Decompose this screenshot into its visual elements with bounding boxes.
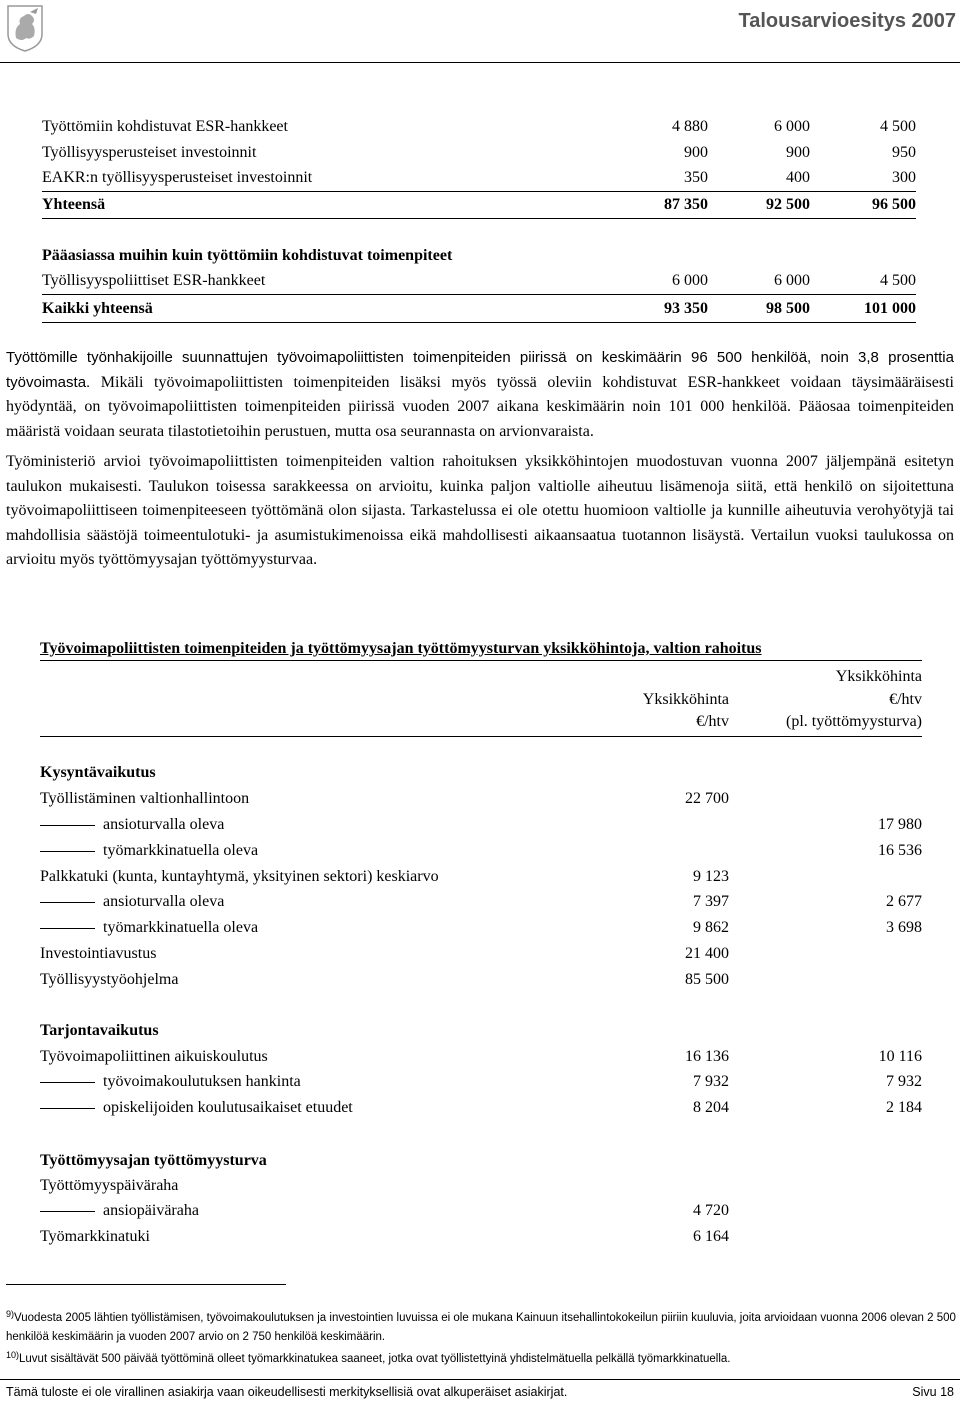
footer-divider: [0, 1379, 960, 1380]
unit-cost-value: 4 720: [693, 1202, 729, 1219]
value-2005: 6 000: [672, 272, 708, 289]
header-divider: [0, 62, 960, 63]
row-label: ansiopäiväraha: [40, 1200, 199, 1222]
paragraph-lead: Työttömille työnhakijoille suunnattujen työvoimapoliittisten toimenpiteiden piirissä on keskimäärin 96 500 henkilöä, noin 3,8 prosenttia työvoimasta.: [6, 349, 954, 391]
table-row: [40, 1200, 922, 1224]
table-row-grand-total: [42, 298, 916, 323]
col1-header-line2: €/htv: [696, 713, 729, 730]
value-2007: 300: [892, 169, 916, 186]
unit-cost-value: 16 136: [685, 1048, 729, 1065]
table-row: [40, 788, 922, 812]
table-row: [40, 943, 922, 967]
value-2007: 950: [892, 144, 916, 161]
table-row: [42, 270, 916, 295]
table-row: [40, 1071, 922, 1095]
row-label: Työllisyystyöohjelma: [40, 971, 179, 988]
row-label: Työttömyysajan työttömyysturva: [40, 1152, 267, 1169]
row-label: Investointiavustus: [40, 945, 157, 962]
row-label: EAKR:n työllisyysperusteiset investoinnit: [42, 169, 313, 186]
col1-header-line1: Yksikköhinta: [642, 691, 729, 708]
row-label: Työllisyyspoliittiset ESR-hankkeet: [42, 272, 266, 289]
unit-cost-excl-value: 3 698: [886, 919, 922, 936]
subheading-label: Pääasiassa muihin kuin työttömiin kohdistuvat toimenpiteet: [42, 247, 453, 264]
table-row: [42, 116, 916, 140]
table-row: [40, 814, 922, 838]
row-label: Palkkatuki (kunta, kuntayhtymä, yksityinen sektori) keskiarvo: [40, 868, 439, 885]
value-2007: 4 500: [880, 118, 916, 135]
footnote-text: Luvut sisältävät 500 päivää työttöminä olleet työmarkkinatukea saaneet, jotka ovat työllistettyinä yhdistelmätuella pelkällä työmarkkinatuella.: [19, 1353, 731, 1365]
row-label: Kaikki yhteensä: [42, 300, 153, 317]
table-row: [40, 891, 922, 915]
unit-cost-value: 9 123: [693, 868, 729, 885]
table-row: [40, 840, 922, 864]
table-row: [40, 1097, 922, 1121]
table-section-heading: [40, 1150, 922, 1174]
value-2006: 900: [786, 144, 810, 161]
unit-cost-excl-value: 2 184: [886, 1099, 922, 1116]
footnote-mark: 10): [6, 1350, 20, 1360]
row-label: Työllisyysperusteiset investoinnit: [42, 144, 257, 161]
unit-cost-value: 21 400: [685, 945, 729, 962]
document-title: Talousarvioesitys 2007: [738, 10, 956, 32]
unit-cost-excl-value: 16 536: [878, 842, 922, 859]
footnote-mark: 9): [6, 1309, 15, 1319]
lion-coat-of-arms-icon: [6, 4, 44, 52]
col2-header-line3: (pl. työttömyysturva): [786, 713, 922, 730]
value-2007: 4 500: [880, 272, 916, 289]
row-label: Työllistäminen valtionhallintoon: [40, 790, 250, 807]
value-2005: 900: [684, 144, 708, 161]
unit-cost-value: 9 862: [693, 919, 729, 936]
unit-cost-value: 22 700: [685, 790, 729, 807]
footnote-divider: [6, 1284, 286, 1285]
table-row: [40, 866, 922, 890]
table-row: [40, 1175, 922, 1199]
table-subheading: [42, 245, 916, 269]
table-title: Työvoimapoliittisten toimenpiteiden ja työttömyysajan työttömyysturvan yksikköhintoja, valtion rahoitus: [40, 640, 762, 657]
row-label: Työttömiin kohdistuvat ESR-hankkeet: [42, 118, 288, 135]
value-2005: 350: [684, 169, 708, 186]
paragraph: [6, 346, 954, 444]
row-label: opiskelijoiden koulutusaikaiset etuudet: [40, 1097, 353, 1119]
row-label: ansioturvalla oleva: [40, 891, 224, 913]
footer-disclaimer: Tämä tuloste ei ole virallinen asiakirja vaan oikeudellisesti merkityksellisiä ovat alkuperäiset asiakirjat.: [6, 1385, 568, 1399]
row-label: Työttömyyspäiväraha: [40, 1177, 179, 1194]
table-section-heading: [40, 762, 922, 786]
unit-cost-excl-value: 17 980: [878, 816, 922, 833]
value-2005: 4 880: [672, 118, 708, 135]
col2-header-line1: Yksikköhinta: [835, 668, 922, 685]
value-2006: 400: [786, 169, 810, 186]
value-2005: 87 350: [664, 196, 708, 213]
value-2007: 96 500: [872, 196, 916, 213]
row-label: Työmarkkinatuki: [40, 1228, 150, 1245]
table-row: [40, 1046, 922, 1070]
value-2006: 6 000: [774, 272, 810, 289]
value-2007: 101 000: [864, 300, 916, 317]
unit-cost-excl-value: 10 116: [878, 1048, 922, 1065]
table-row-total: [42, 194, 916, 219]
table-row: [42, 167, 916, 192]
unit-cost-value: 6 164: [693, 1228, 729, 1245]
paragraph: Työministeriö arvioi työvoimapoliittisten toimenpiteiden valtion rahoituksen yksikköhintojen muodostuvan vuonna 2007 jäljempänä esitetyn taulukon mukaisesti. Taulukon toisessa sarakkeessa on arvioitu, kuinka paljon valtiolle aiheutuu lisämenoja siitä, että henkilö on sijoitettuna työvoimapoliittiseen toimenpiteeseen työttömänä olon sijasta. Tarkastelussa ei ole otettu huomioon valtiolle ja kunnille aiheutuvia verohyötyjä tai mahdollisia säästöjä toimeentulotuki- ja asumistukimenoissa eikä mahdollisesti aikaansaatua tuotannon lisäystä. Vertailun vuoksi taulukossa on arvioitu myös työttömyysajan työttömyysturvaa.: [6, 453, 954, 568]
row-label: työmarkkinatuella oleva: [40, 917, 258, 939]
unit-cost-value: 8 204: [693, 1099, 729, 1116]
value-2005: 93 350: [664, 300, 708, 317]
row-label: ansioturvalla oleva: [40, 814, 224, 836]
value-2006: 92 500: [766, 196, 810, 213]
table-row: [40, 969, 922, 993]
value-2006: 98 500: [766, 300, 810, 317]
row-label: Työvoimapoliittinen aikuiskoulutus: [40, 1048, 268, 1065]
table-row: [40, 1226, 922, 1250]
page-number: Sivu 18: [912, 1385, 954, 1399]
row-label: Kysyntävaikutus: [40, 764, 156, 781]
body-text: [6, 346, 954, 579]
table-row: [40, 917, 922, 941]
unit-cost-value: 7 397: [693, 893, 729, 910]
value-2006: 6 000: [774, 118, 810, 135]
table-row: [42, 142, 916, 166]
col2-header-line2: €/htv: [889, 691, 922, 708]
unit-cost-value: 7 932: [693, 1073, 729, 1090]
unit-cost-excl-value: 7 932: [886, 1073, 922, 1090]
unit-cost-value: 85 500: [685, 971, 729, 988]
footnote-9: [6, 1305, 956, 1347]
footnote-10: [6, 1346, 956, 1369]
table-header-rule: [40, 736, 922, 737]
table-section-heading: [40, 1020, 922, 1044]
table-top-rule: [40, 660, 922, 661]
row-label: työvoimakoulutuksen hankinta: [40, 1071, 301, 1093]
row-label: Tarjontavaikutus: [40, 1022, 159, 1039]
paragraph-rest: Mikäli työvoimapoliittisten toimenpiteiden lisäksi myös työssä oleviin kohdistuvat ESR-hankkeet voidaan täysimääräisesti hyödyntää, on työvoimapoliittisten toimenpiteiden piirissä vuoden 2007 aikana keskimäärin noin 101 000 henkilöä. Pääosaa toimenpiteiden määristä voidaan seurata tilastotietoihin perustuen, mutta osa seurannasta on arvionvaraista.: [6, 373, 954, 440]
unit-cost-excl-value: 2 677: [886, 893, 922, 910]
footnote-text: Vuodesta 2005 lähtien työllistämisen, työvoimakoulutuksen ja investointien luvuissa ei ole mukana Kainuun itsehallintokokeilun piiriin kuuluvia, joita arvioidaan vuonna 2006 olevan 2 500 henkilöä keskimäärin ja vuoden 2007 arvio on 2 750 henkilöä keskimäärin.: [6, 1312, 956, 1343]
row-label: työmarkkinatuella oleva: [40, 840, 258, 862]
row-label: Yhteensä: [42, 196, 106, 213]
